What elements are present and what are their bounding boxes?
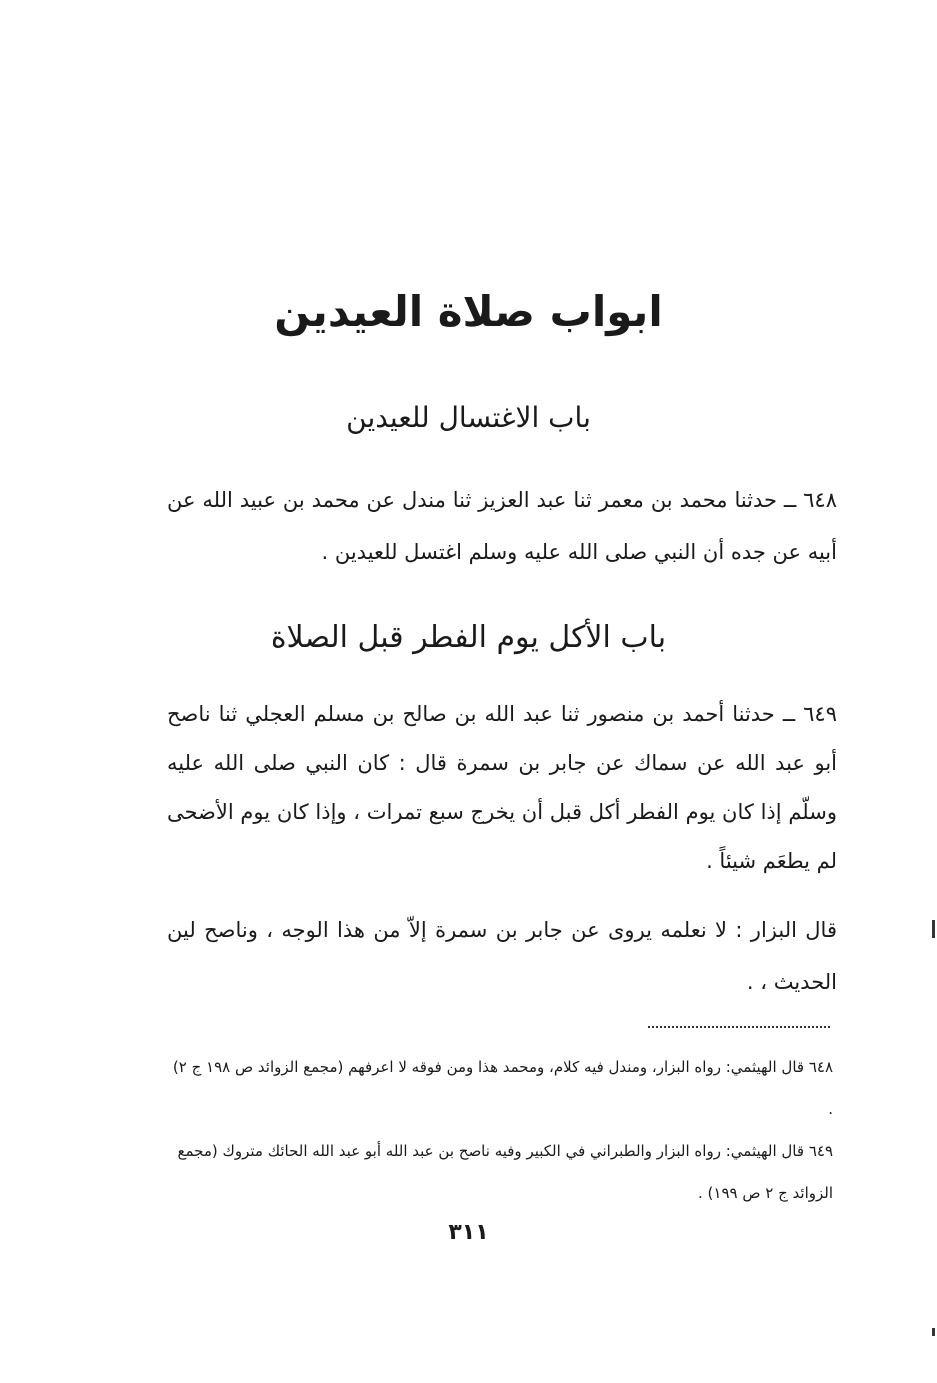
- footnote-649: ٦٤٩ قال الهيثمي: رواه البزار والطبراني في الكبير وفيه ناصح بن عبد الله أبو عبد الله الحائك متروك (مجمع الزوائد ج ٢ ص ١٩٩) .: [177, 1142, 833, 1202]
- footnotes: [165, 1046, 833, 1214]
- page-number: ٣١١: [448, 1220, 489, 1245]
- margin-mark: [932, 920, 935, 938]
- footnote-separator: [648, 1026, 830, 1028]
- bazzar-comment: قال البزار : لا نعلمه يروى عن جابر بن سمرة إلاّ من هذا الوجه ، وناصح لين الحديث ، .: [167, 918, 837, 994]
- chapter-title-eating: باب الأكل يوم الفطر قبل الصلاة: [270, 620, 667, 655]
- hadith-648: ٦٤٨ ــ حدثنا محمد بن معمر ثنا عبد العزيز ثنا مندل عن محمد بن عبيد الله عن أبيه عن جده أن النبي صلى الله عليه وسلم اغتسل للعيدين .: [167, 488, 837, 564]
- margin-mark: [932, 1328, 935, 1336]
- section-title: ابواب صلاة العيدين: [274, 287, 663, 336]
- footnote-648: ٦٤٨ قال الهيثمي: رواه البزار، ومندل فيه كلام، ومحمد هذا ومن فوقه لا اعرفهم (مجمع الزوائد ص ١٩٨ ج ٢) .: [172, 1058, 833, 1118]
- hadith-649: ٦٤٩ ــ حدثنا أحمد بن منصور ثنا عبد الله بن صالح بن مسلم العجلي ثنا ناصح أبو عبد الله عن سماك عن جابر بن سمرة قال : كان النبي صلى الله عليه وسلّم إذا كان يوم الفطر أكل قبل أن يخرج سبع تمرات ، وإذا كان يوم الأضحى لم يطعَم شيئاً .: [167, 702, 837, 873]
- chapter-title-ghusl: باب الاغتسال للعيدين: [346, 401, 591, 434]
